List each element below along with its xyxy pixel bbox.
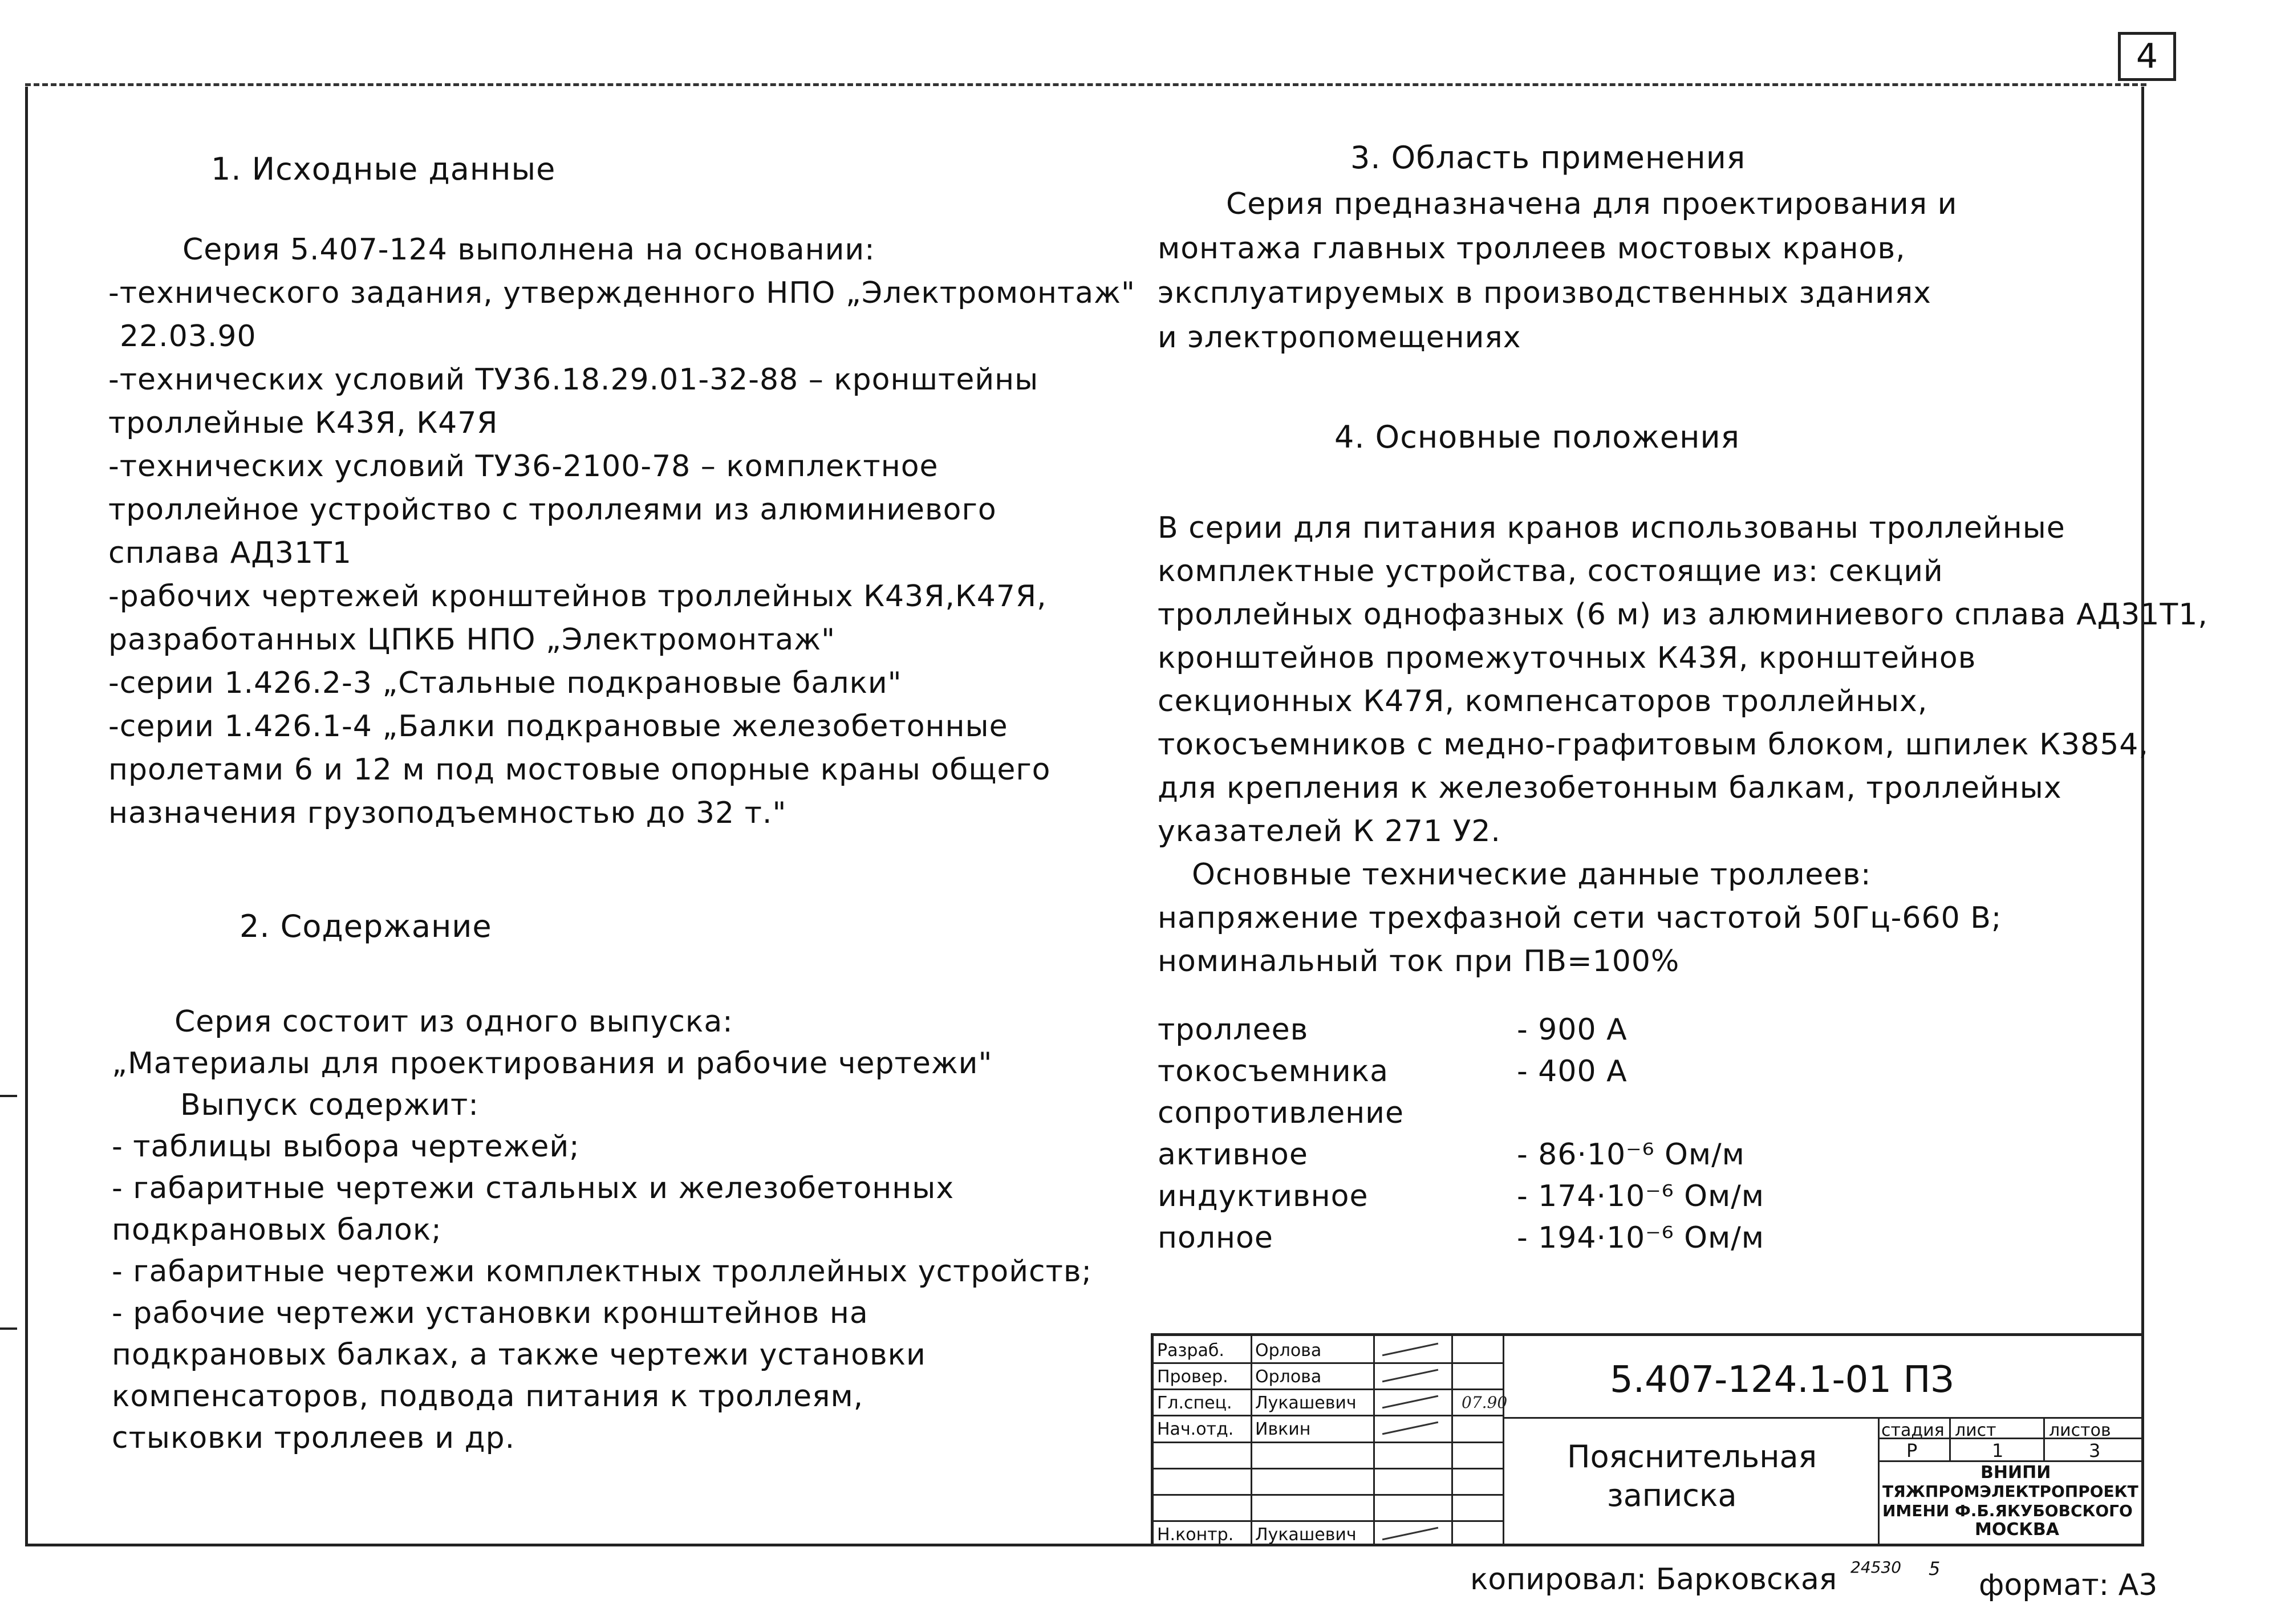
text-line: Основные технические данные троллеев: [1192,858,1872,892]
text-line: подкрановых балок; [112,1213,442,1247]
param-name: индуктивное [1158,1179,1369,1213]
text-line: Серия 5.407-124 выполнена на основании: [182,233,875,267]
text-line: В серии для питания кранов использованы троллейные [1158,511,2065,545]
text-line: Серия состоит из одного выпуска: [174,1005,733,1039]
margin-tick [0,1327,17,1330]
title-block-role: Провер. [1157,1367,1228,1387]
text-line: номинальный ток при ПВ=100% [1158,944,1680,979]
inventory-number: 24530 [1850,1558,1902,1577]
sheet-label: лист [1955,1420,1996,1440]
text-line: пролетами 6 и 12 м под мостовые опорные краны общего [108,753,1051,787]
param-value: - 194·10⁻⁶ Ом/м [1517,1221,1764,1255]
org-line-2: ТЯЖПРОМЭЛЕКТРОПРОЕКТ [1882,1482,2138,1501]
signature-mark [1382,1343,1438,1357]
text-line: сплава АД31Т1 [108,536,352,570]
sheets-value: 3 [2089,1440,2101,1461]
text-line: - габаритные чертежи комплектных троллейных устройств; [112,1254,1093,1289]
text-line: - габаритные чертежи стальных и железобетонных [112,1171,955,1205]
title-block-name: Ивкин [1255,1419,1311,1439]
document-code: 5.407-124.1-01 ПЗ [1610,1359,1954,1401]
sheets-label: листов [2049,1420,2111,1440]
param-name: токосъемника [1158,1054,1389,1089]
text-line: компенсаторов, подвода питания к троллеям, [112,1379,864,1414]
copy-number: 5 [1929,1558,1941,1580]
text-line: кронштейнов промежуточных К43Я, кронштейнов [1158,641,1977,675]
text-line: комплектные устройства, состоящие из: секций [1158,554,1943,588]
signature-mark [1382,1527,1438,1541]
text-line: указателей К 271 У2. [1158,814,1501,848]
title-block-name: Орлова [1255,1367,1322,1387]
text-line: троллейное устройство с троллеями из алюминиевого [108,493,997,527]
margin-tick [0,1095,17,1097]
stage-label: стадия [1881,1420,1945,1440]
param-name: полное [1158,1221,1273,1255]
param-name: троллеев [1158,1013,1309,1047]
text-line: для крепления к железобетонным балкам, троллейных [1158,771,2062,805]
text-line: -технического задания, утвержденного НПО „Электромонтаж" [108,276,1135,310]
heading-source-data: 1. Исходные данные [211,151,556,187]
document-title-line2: записка [1607,1477,1737,1513]
text-line: назначения грузоподъемностью до 32 т." [108,796,787,830]
text-line: -технических условий ТУ36-2100-78 – комплектное [108,449,939,484]
document-title-line1: Пояснительная [1567,1439,1817,1475]
text-line: 22.03.90 [120,319,257,354]
text-line: напряжение трехфазной сети частотой 50Гц-660 В; [1158,901,2002,935]
text-line: и электропомещениях [1158,320,1521,355]
heading-application: 3. Область применения [1350,140,1746,176]
text-line: подкрановых балках, а также чертежи установки [112,1338,926,1372]
sheet-number: 4 [2118,32,2176,81]
stage-value: Р [1906,1440,1918,1461]
org-line-3: ИМЕНИ Ф.Б.ЯКУБОВСКОГО [1882,1501,2133,1520]
text-line: токосъемников с медно-графитовым блоком, шпилек К3854, [1158,728,2149,762]
copied-by: копировал: Барковская [1470,1562,1837,1597]
date: 07.90 [1462,1393,1508,1412]
title-block-role: Нач.отд. [1157,1419,1234,1439]
text-line: -рабочих чертежей кронштейнов троллейных К43Я,К47Я, [108,579,1047,614]
title-block [1151,1333,2144,1546]
text-line: стыковки троллеев и др. [112,1421,516,1455]
text-line: „Материалы для проектирования и рабочие чертежи" [112,1046,993,1081]
org-line-4: МОСКВА [1975,1520,2059,1540]
text-line: Серия предназначена для проектирования и [1226,187,1958,221]
param-value: - 400 А [1517,1054,1628,1089]
text-line: - таблицы выбора чертежей; [112,1130,580,1164]
heading-contents: 2. Содержание [240,908,492,944]
text-line: -серии 1.426.2-3 „Стальные подкрановые балки" [108,666,902,700]
signature-mark [1382,1422,1438,1435]
param-name: активное [1158,1138,1308,1172]
title-block-role: Н.контр. [1157,1525,1234,1545]
signature-mark [1382,1369,1438,1383]
heading-main-provisions: 4. Основные положения [1334,419,1740,455]
title-block-name: Лукашевич [1255,1393,1357,1413]
text-line: - рабочие чертежи установки кронштейнов на [112,1296,868,1330]
text-line: троллейные К43Я, К47Я [108,406,498,440]
text-line: -технических условий ТУ36.18.29.01-32-88 – кронштейны [108,363,1039,397]
title-block-name: Лукашевич [1255,1525,1357,1545]
param-value: - 86·10⁻⁶ Ом/м [1517,1138,1745,1172]
text-line: монтажа главных троллеев мостовых кранов, [1158,232,1906,266]
text-line: -серии 1.426.1-4 „Балки подкрановые железобетонные [108,709,1008,744]
text-line: Выпуск содержит: [180,1088,479,1122]
text-line: эксплуатируемых в производственных зданиях [1158,276,1931,310]
signature-mark [1382,1395,1438,1409]
text-line: секционных К47Я, компенсаторов троллейных, [1158,684,1928,718]
paper-format: формат: А3 [1979,1568,2158,1602]
param-name: сопротивление [1158,1096,1404,1130]
text-line: разработанных ЦПКБ НПО „Электромонтаж" [108,623,836,657]
top-dashed-border [25,83,2146,86]
org-line-1: ВНИПИ [1980,1463,2051,1483]
title-block-role: Гл.спец. [1157,1393,1232,1413]
sheet-value: 1 [1992,1440,2004,1461]
param-value: - 174·10⁻⁶ Ом/м [1517,1179,1764,1213]
title-block-role: Разраб. [1157,1341,1224,1361]
text-line: троллейных однофазных (6 м) из алюминиевого сплава АД31Т1, [1158,598,2208,632]
title-block-name: Орлова [1255,1341,1322,1361]
param-value: - 900 А [1517,1013,1628,1047]
